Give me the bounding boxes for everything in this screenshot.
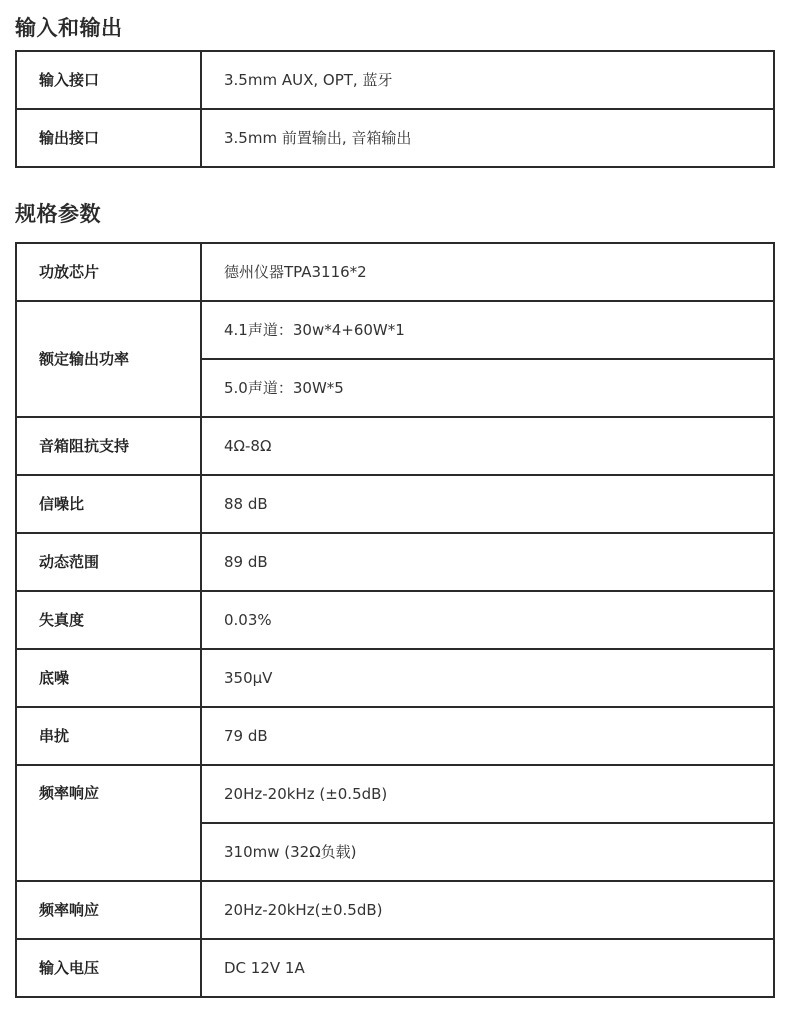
table-row bbox=[16, 475, 774, 533]
row-label-crosstalk: 串扰 bbox=[16, 707, 201, 765]
row-label-chip: 功放芯片 bbox=[16, 243, 201, 301]
row-label-rated-power: 额定输出功率 bbox=[16, 301, 201, 417]
table-row bbox=[16, 533, 774, 591]
row-value-snr: 88 dB bbox=[201, 475, 774, 533]
table-row bbox=[16, 765, 774, 823]
row-label-frequency-response-2: 频率响应 bbox=[16, 881, 201, 939]
row-value-input-interface: 3.5mm AUX, OPT, 蓝牙 bbox=[201, 51, 774, 109]
row-label-dynamic-range: 动态范围 bbox=[16, 533, 201, 591]
row-label-input-interface: 输入接口 bbox=[16, 51, 201, 109]
table-row bbox=[16, 417, 774, 475]
table-row bbox=[16, 591, 774, 649]
row-value-chip: 德州仪器TPA3116*2 bbox=[201, 243, 774, 301]
table-row bbox=[16, 51, 774, 109]
table-row bbox=[16, 109, 774, 167]
row-label-impedance: 音箱阻抗支持 bbox=[16, 417, 201, 475]
row-value-frequency-response-load: 310mw (32Ω负载) bbox=[201, 823, 774, 881]
table-row bbox=[16, 881, 774, 939]
section-title-io: 输入和输出 bbox=[15, 16, 123, 40]
row-value-output-interface: 3.5mm 前置输出, 音箱输出 bbox=[201, 109, 774, 167]
row-label-input-voltage: 输入电压 bbox=[16, 939, 201, 997]
spec-table bbox=[15, 242, 775, 998]
row-label-distortion: 失真度 bbox=[16, 591, 201, 649]
section-title-spec: 规格参数 bbox=[15, 202, 101, 226]
row-value-frequency-response-2: 20Hz-20kHz(±0.5dB) bbox=[201, 881, 774, 939]
table-row bbox=[16, 301, 774, 359]
row-label-snr: 信噪比 bbox=[16, 475, 201, 533]
row-value-dynamic-range: 89 dB bbox=[201, 533, 774, 591]
row-value-crosstalk: 79 dB bbox=[201, 707, 774, 765]
row-value-input-voltage: DC 12V 1A bbox=[201, 939, 774, 997]
row-value-frequency-response-range: 20Hz-20kHz (±0.5dB) bbox=[201, 765, 774, 823]
row-label-noise-floor: 底噪 bbox=[16, 649, 201, 707]
table-row bbox=[16, 243, 774, 301]
row-value-noise-floor: 350μV bbox=[201, 649, 774, 707]
table-row bbox=[16, 707, 774, 765]
io-table bbox=[15, 50, 775, 168]
table-row bbox=[16, 939, 774, 997]
row-value-rated-power-4-1: 4.1声道：30w*4+60W*1 bbox=[201, 301, 774, 359]
row-label-output-interface: 输出接口 bbox=[16, 109, 201, 167]
table-row bbox=[16, 649, 774, 707]
row-label-frequency-response-1: 频率响应 bbox=[16, 765, 201, 881]
row-value-impedance: 4Ω-8Ω bbox=[201, 417, 774, 475]
row-value-rated-power-5-0: 5.0声道：30W*5 bbox=[201, 359, 774, 417]
row-value-distortion: 0.03% bbox=[201, 591, 774, 649]
